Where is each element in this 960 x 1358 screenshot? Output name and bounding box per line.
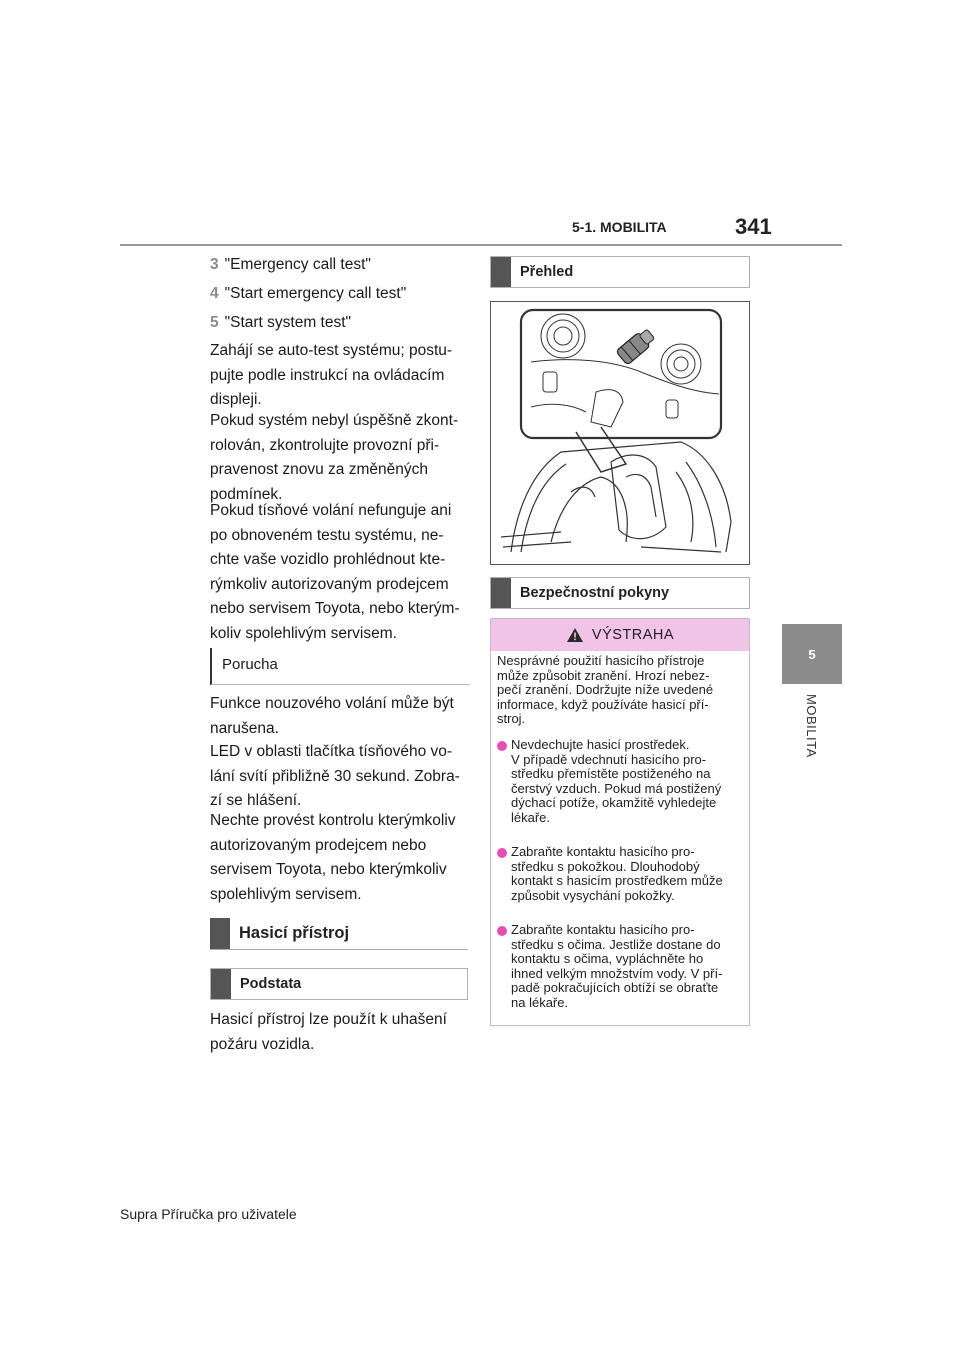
heading-text: Podstata [240,976,302,992]
warning-header [491,619,749,651]
text-line: středku přemístěte postiženého na [511,766,711,782]
text-line: stroj. [497,711,526,727]
step-number: 5 [210,314,219,331]
heading-overview [490,256,750,288]
text-line: ihned velkým množstvím vody. V pří- [511,965,723,981]
text-line: pravenost znovu za změněných [210,461,428,478]
step-text: "Start emergency call test" [224,285,407,302]
text-line: způsobit vysychání pokožky. [511,887,675,903]
text-line: středku s pokožkou. Dlouhodobý [511,858,700,874]
text-line: narušena. [210,719,279,737]
text-line: dýchací potíže, okamžitě vyhledejte [511,795,717,811]
text-line: Pokud tísňové volání nefunguje ani [210,502,452,519]
footer-title: Supra Příručka pro uživatele [120,1206,297,1222]
paragraph-malfunction [210,692,472,741]
heading-marker [491,257,511,287]
text-line: displeji. [210,391,262,408]
text-line: V případě vdechnutí hasicího pro- [511,751,707,767]
extinguisher-location-illustration [490,301,750,565]
paragraph-retest [210,409,472,507]
text-line: požáru vozidla. [210,1035,315,1053]
text-line: Nesprávné použití hasicího přístroje [497,653,705,668]
text-line: nebo servisem Toyota, nebo kterým- [210,600,460,617]
paragraph-extinguisher-use [210,1008,472,1057]
text-line: čerstvý vzduch. Pokud má postižený [511,780,722,796]
paragraph-self-test [210,339,472,413]
text-line: zí se hlášení. [210,792,302,809]
header-divider [120,244,842,246]
text-line: padě pokračujících obtíží se obraťte [511,980,719,996]
bullet-dot-icon [497,926,507,936]
text-line: Nechte provést kontrolu kterýmkoliv [210,812,456,829]
warning-box [490,618,750,1026]
text-line: středku s očima. Jestliže dostane do [511,936,721,952]
heading-text: Přehled [520,264,574,280]
page-number: 341 [735,214,772,239]
text-line: pečí zranění. Dodržujte níže uvedené [497,682,714,698]
text-line: Zabraňte kontaktu hasicího pro- [511,844,695,859]
text-line: kontaktu s očima, vypláchněte ho [511,951,704,967]
heading-marker [210,918,230,949]
text-line: lání svítí přibližně 30 sekund. Zobra- [210,767,460,785]
text-line: autorizovaným prodejcem nebo [210,836,427,854]
step-item [210,284,406,304]
paragraph-inspection [210,809,472,907]
text-line: rýmkoliv autorizovaným prodejcem [210,575,449,593]
chapter-number: 5 [808,646,816,662]
heading-safety [490,577,750,609]
warning-bullet [497,738,747,826]
text-line: na lékaře. [511,994,569,1010]
step-number: 4 [210,285,219,302]
warning-title: VÝSTRAHA [591,627,675,643]
heading-text: Hasicí přístroj [239,924,350,942]
subheading-porucha [210,648,470,685]
warning-bullet [497,845,747,903]
warning-triangle-icon [566,627,584,643]
section-title: 5-1. MOBILITA [572,219,667,235]
chapter-label: MOBILITA [804,694,819,758]
step-number: 3 [210,256,219,273]
step-text: "Start system test" [224,314,352,331]
text-line: lékaře. [511,809,551,825]
text-line: podmínek. [210,485,283,503]
heading-marker [211,969,231,999]
text-line: po obnoveném testu systému, ne- [210,526,444,544]
text-line: LED v oblasti tlačítka tísňového vo- [210,743,453,760]
step-item [210,313,351,333]
bullet-dot-icon [497,848,507,858]
step-item [210,255,371,275]
heading-basics [210,968,468,1000]
paragraph-service [210,499,472,646]
subheading-label: Porucha [222,656,278,673]
heading-fire-extinguisher [210,918,468,950]
step-text: "Emergency call test" [224,256,371,273]
text-line: Funkce nouzového volání může být [210,695,454,712]
text-line: koliv spolehlivým servisem. [210,624,397,642]
text-line: Pokud systém nebyl úspěšně zkont- [210,412,459,429]
text-line: Zahájí se auto-test systému; postu- [210,342,453,359]
text-line: Hasicí přístroj lze použít k uhašení [210,1011,447,1028]
text-line: může způsobit zranění. Hrozí nebez- [497,667,710,683]
text-line: Zabraňte kontaktu hasicího pro- [511,922,695,937]
text-line: spolehlivým servisem. [210,885,362,903]
chapter-tab[interactable] [782,624,842,684]
heading-text: Bezpečnostní pokyny [520,585,670,601]
text-line: kontakt s hasicím prostředkem může [511,873,723,889]
text-line: chte vaše vozidlo prohlédnout kte- [210,551,446,568]
text-line: Nevdechujte hasicí prostředek. [511,737,690,752]
text-line: rolován, zkontrolujte provozní při- [210,436,440,454]
paragraph-led [210,740,472,814]
heading-marker [491,578,511,608]
warning-bullet [497,923,747,1011]
text-line: pujte podle instrukcí na ovládacím [210,366,445,384]
text-line: servisem Toyota, nebo kterýmkoliv [210,861,447,878]
car-interior-drawing [491,302,749,564]
extinguisher-icon [616,327,657,365]
bullet-dot-icon [497,741,507,751]
warning-intro [497,654,747,727]
text-line: informace, když používáte hasicí pří- [497,696,709,712]
